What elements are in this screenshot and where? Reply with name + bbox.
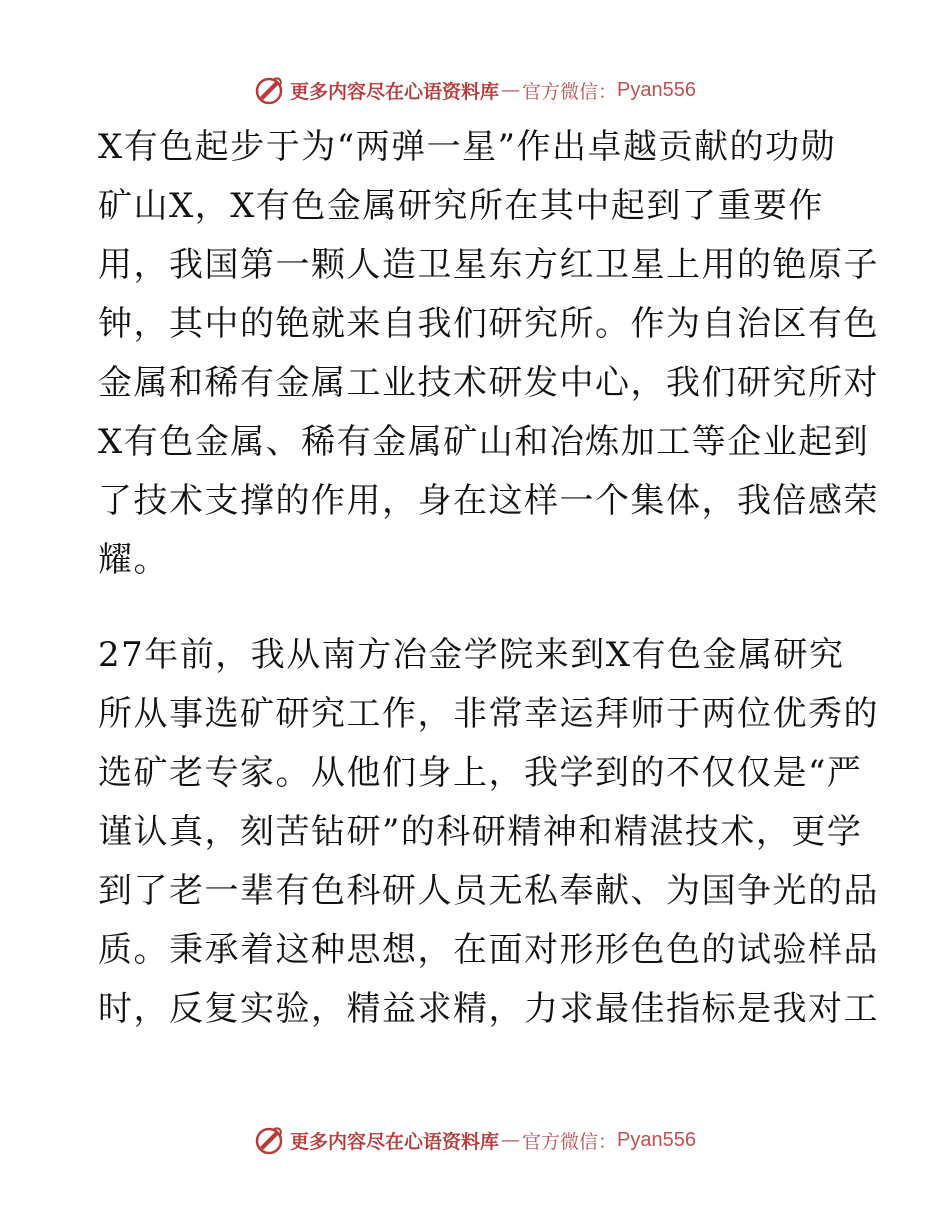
document-body xyxy=(98,118,879,1039)
text-line: 所从事选矿研究工作，非常幸运拜师于两位优秀的 xyxy=(98,694,879,734)
text-line: 27年前，我从南方冶金学院来到X有色金属研究 xyxy=(98,635,845,675)
text-line: 了技术支撑的作用，身在这样一个集体，我倍感荣 xyxy=(98,481,879,521)
quill-pen-icon xyxy=(254,75,284,105)
text-line: 矿山X，X有色金属研究所在其中起到了重要作 xyxy=(98,186,824,226)
watermark-dash: — xyxy=(501,1129,521,1151)
text-line: 金属和稀有金属工业技术研发中心，我们研究所对 xyxy=(98,363,879,403)
text-line: X有色起步于为“两弹一星”作出卓越贡献的功勋 xyxy=(98,127,836,167)
text-line: 到了老一辈有色科研人员无私奉献、为国争光的品 xyxy=(98,871,879,911)
watermark-wechat-id: Pyan556 xyxy=(617,78,696,101)
watermark-sub-text: 官方微信： xyxy=(522,1130,618,1153)
watermark-main-text: 更多内容尽在心语资料库 xyxy=(290,80,500,103)
text-line: 质。秉承着这种思想，在面对形形色色的试验样品 xyxy=(98,930,879,970)
footer-watermark xyxy=(0,1120,950,1160)
quill-pen-icon xyxy=(254,1125,284,1155)
watermark-sub-text: 官方微信： xyxy=(522,80,618,103)
paragraph-1 xyxy=(98,118,879,590)
text-line: X有色金属、稀有金属矿山和冶炼加工等企业起到 xyxy=(98,422,870,462)
text-line: 耀。 xyxy=(98,540,169,580)
text-line: 选矿老专家。从他们身上，我学到的不仅仅是“严 xyxy=(98,753,863,793)
header-watermark xyxy=(0,70,950,110)
text-line: 用，我国第一颗人造卫星东方红卫星上用的铯原子 xyxy=(98,245,879,285)
watermark-main-text: 更多内容尽在心语资料库 xyxy=(290,1130,500,1153)
paragraph-gap xyxy=(98,590,850,626)
text-line: 谨认真，刻苦钻研”的科研精神和精湛技术，更学 xyxy=(98,812,863,852)
paragraph-2 xyxy=(98,626,879,1039)
watermark-dash: — xyxy=(501,79,521,101)
text-line: 钟，其中的铯就来自我们研究所。作为自治区有色 xyxy=(98,304,879,344)
text-line: 时，反复实验，精益求精，力求最佳指标是我对工 xyxy=(98,989,879,1029)
watermark-wechat-id: Pyan556 xyxy=(617,1128,696,1151)
